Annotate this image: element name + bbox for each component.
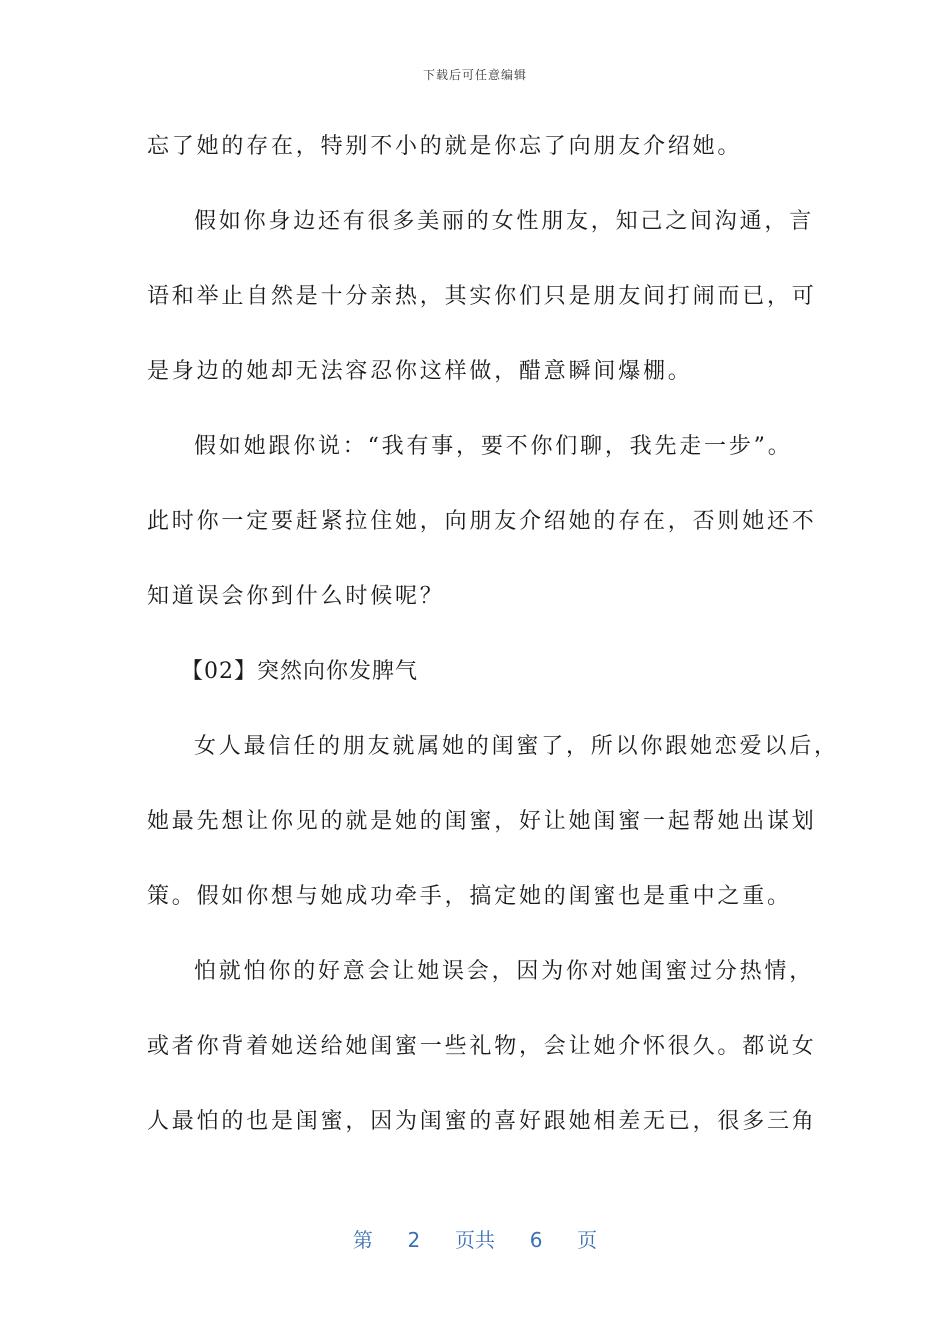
total-suffix: 页	[577, 1228, 598, 1252]
paragraph-line: 怕就怕你的好意会让她误会，因为你对她闺蜜过分热情，	[194, 959, 815, 984]
page-suffix: 页共	[455, 1228, 495, 1252]
paragraph-line: 忘了她的存在，特别不小的就是你忘了向朋友介绍她。	[147, 134, 743, 159]
paragraph-line: 或者你背着她送给她闺蜜一些礼物，会让她介怀很久。都说女	[147, 1034, 817, 1059]
paragraph-line: 假如你身边还有很多美丽的女性朋友，知己之间沟通，言	[194, 209, 815, 234]
paragraph-line: 她最先想让你见的就是她的闺蜜，好让她闺蜜一起帮她出谋划	[147, 809, 817, 834]
document-body	[147, 122, 839, 1172]
page-footer	[0, 1224, 950, 1253]
paragraph-line: 假如她跟你说：“我有事，要不你们聊，我先走一步”。	[194, 434, 793, 459]
page-number: 2	[407, 1228, 421, 1252]
paragraph-line: 策。假如你想与她成功牵手，搞定她的闺蜜也是重中之重。	[147, 884, 792, 909]
paragraph-line: 是身边的她却无法容忍你这样做，醋意瞬间爆棚。	[147, 359, 693, 384]
page-label: 第	[352, 1228, 373, 1252]
section-heading: 【02】突然向你发脾气	[181, 659, 418, 684]
page-header: 下载后可任意编辑	[422, 68, 527, 82]
paragraph-line: 人最怕的也是闺蜜，因为闺蜜的喜好跟她相差无已，很多三角	[147, 1109, 817, 1134]
paragraph-line: 女人最信任的朋友就属她的闺蜜了，所以你跟她恋爱以后，	[194, 734, 839, 759]
total-pages: 6	[529, 1228, 543, 1252]
paragraph-line: 知道误会你到什么时候呢？	[147, 584, 445, 609]
paragraph-line: 此时你一定要赶紧拉住她，向朋友介绍她的存在，否则她还不	[147, 509, 817, 534]
paragraph-line: 语和举止自然是十分亲热，其实你们只是朋友间打闹而已，可	[147, 284, 817, 309]
